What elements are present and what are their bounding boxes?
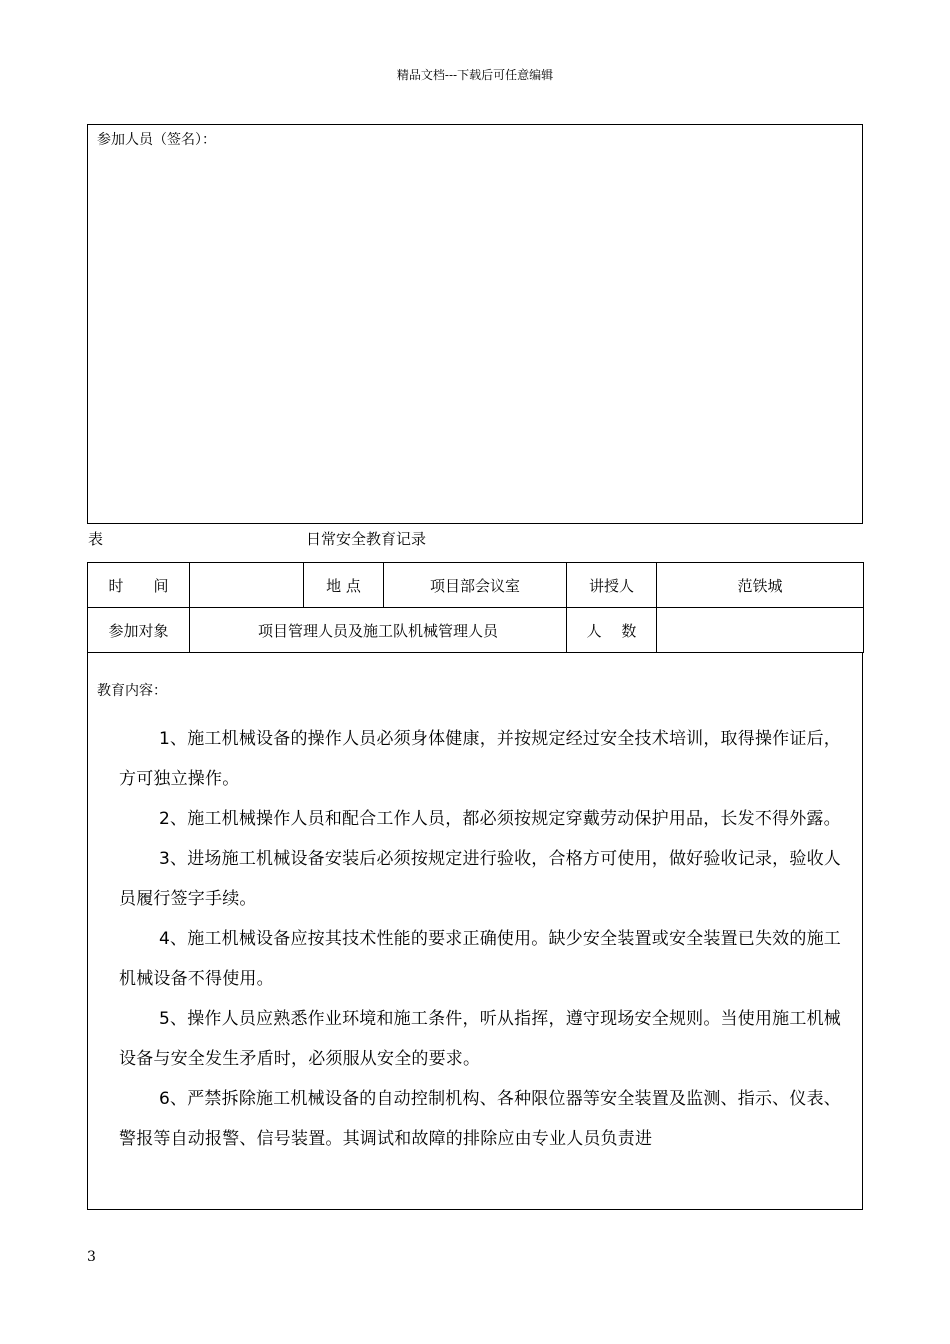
audience-value-cell: 项目管理人员及施工队机械管理人员 xyxy=(190,608,567,653)
table-row xyxy=(88,563,864,608)
place-label-cell: 地 点 xyxy=(304,563,384,608)
content-paragraph: 2、施工机械操作人员和配合工作人员，都必须按规定穿戴劳动保护用品，长发不得外露。 xyxy=(159,809,841,829)
table-title: 日常安全教育记录 xyxy=(306,530,427,548)
content-paragraph: 5、操作人员应熟悉作业环境和施工条件，听从指挥，遵守现场安全规则。当使用施工机械设备与安全发生矛盾时，必须服从安全的要求。 xyxy=(119,1009,841,1069)
content-paragraph: 6、严禁拆除施工机械设备的自动控制机构、各种限位器等安全装置及监测、指示、仪表、警报等自动报警、信号装置。其调试和故障的排除应由专业人员负责进 xyxy=(119,1089,841,1149)
time-value-cell xyxy=(190,563,304,608)
place-value-cell: 项目部会议室 xyxy=(384,563,567,608)
record-table xyxy=(87,562,864,653)
content-paragraph: 4、施工机械设备应按其技术性能的要求正确使用。缺少安全装置或安全装置已失效的施工机械设备不得使用。 xyxy=(119,929,841,989)
signature-label: 参加人员（签名）： xyxy=(97,132,216,148)
content-body xyxy=(119,719,841,1159)
table-row xyxy=(88,608,864,653)
lecturer-value-cell: 范铁城 xyxy=(657,563,864,608)
table-caption-prefix: 表 xyxy=(88,530,104,548)
content-paragraph: 3、进场施工机械设备安装后必须按规定进行验收，合格方可使用，做好验收记录，验收人员履行签字手续。 xyxy=(119,849,841,909)
content-paragraph: 1、施工机械设备的操作人员必须身体健康，并按规定经过安全技术培训，取得操作证后，方可独立操作。 xyxy=(119,729,841,789)
audience-label-cell: 参加对象 xyxy=(88,608,190,653)
count-label-cell: 人 数 xyxy=(567,608,657,653)
time-label-cell: 时 间 xyxy=(88,563,190,608)
content-box xyxy=(87,652,863,1210)
content-label: 教育内容： xyxy=(97,683,167,699)
signature-box xyxy=(87,124,863,524)
lecturer-label-cell: 讲授人 xyxy=(567,563,657,608)
page-number: 3 xyxy=(87,1249,96,1265)
page-header: 精品文档---下载后可任意编辑 xyxy=(396,68,554,82)
count-value-cell xyxy=(657,608,864,653)
